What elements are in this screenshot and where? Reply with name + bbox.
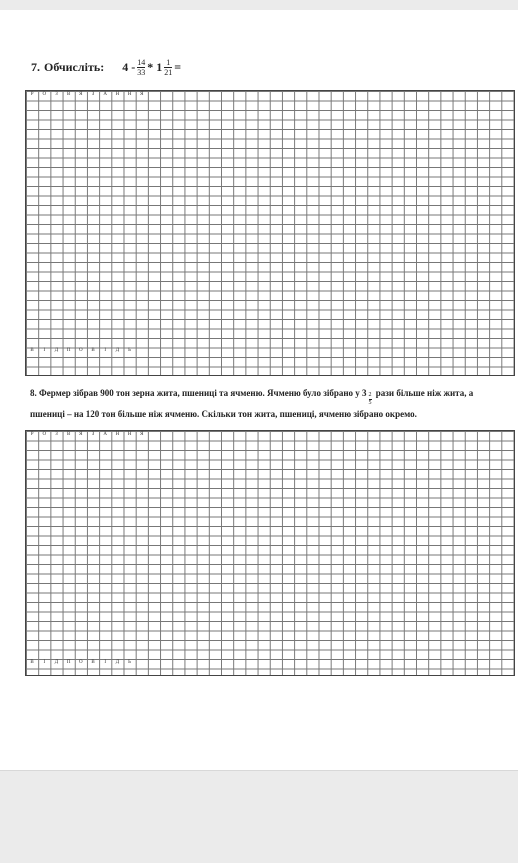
expr-equals: =: [174, 60, 182, 74]
grid1-header-labels: [26, 92, 148, 97]
grid-footer-letter: І: [104, 348, 107, 353]
task7-number: 7.: [31, 60, 40, 74]
fraction-1-numerator: 14: [137, 58, 146, 67]
grid-header-letter: Я: [140, 432, 144, 437]
grid-header-letter: З: [91, 92, 95, 97]
fraction-2-denominator: 21: [164, 68, 173, 77]
grid-header-letter: З: [55, 432, 58, 437]
grid-footer-letter: І: [43, 660, 46, 665]
grid-footer-letter: П: [66, 348, 71, 353]
mixed-fraction-denominator: 5: [368, 400, 372, 406]
grid-footer-letter: Д: [115, 348, 120, 353]
grid-footer-letter: Д: [54, 660, 59, 665]
task8-answer-grid: [25, 430, 515, 676]
grid-footer-letter: Д: [54, 348, 59, 353]
task8-mixed-fraction: [369, 392, 372, 407]
grid-header-letter: Н: [115, 432, 120, 437]
grid-header-letter: В: [66, 92, 71, 97]
task7-heading: [31, 58, 181, 77]
grid-header-letter: А: [103, 432, 108, 437]
grid-header-letter: Р: [30, 92, 34, 97]
task8-text-part1: 8. Фермер зібрав 900 тон зерна жита, пшениці та ячменю. Ячменю було зібрано у 3: [30, 388, 367, 398]
grid-header-letter: Я: [79, 432, 83, 437]
grid-footer-letter: П: [66, 660, 71, 665]
grid2-header-labels: [26, 432, 148, 437]
grid-footer-letter: Ь: [128, 348, 132, 353]
grid-footer-letter: І: [104, 660, 107, 665]
grid-header-letter: Н: [127, 432, 132, 437]
grid-header-letter: Я: [140, 92, 144, 97]
fraction-1: [137, 58, 145, 77]
grid-footer-letter: І: [43, 348, 46, 353]
grid-footer-letter: О: [79, 348, 83, 353]
grid-header-letter: О: [42, 432, 47, 437]
grid-header-letter: О: [42, 92, 47, 97]
fraction-1-denominator: 33: [137, 68, 146, 77]
task7-answer-grid: [25, 90, 515, 376]
worksheet-page: [0, 10, 518, 771]
fraction-2: [164, 58, 172, 77]
grid-footer-letter: В: [30, 660, 34, 665]
grid-header-letter: Н: [115, 92, 120, 97]
expr-operator: * 1: [147, 60, 163, 74]
grid-footer-letter: В: [30, 348, 34, 353]
grid-header-letter: Р: [30, 432, 34, 437]
expr-term-a: 4 -: [122, 60, 136, 74]
grid1-footer-labels: [26, 348, 136, 353]
grid-footer-letter: В: [91, 660, 95, 665]
task8-statement: [30, 386, 490, 422]
grid-footer-letter: В: [91, 348, 95, 353]
task8-text-part2: рази більше ніж жита, а пшениці – на 120 тон більше ніж ячменю. Скільки тон жита, пшениці, ячменю зібрано окремо.: [30, 388, 474, 419]
mixed-fraction-numerator: 2: [368, 392, 372, 398]
grid-footer-letter: О: [79, 660, 83, 665]
grid-header-letter: Я: [79, 92, 83, 97]
fraction-2-numerator: 1: [166, 58, 171, 67]
grid-header-letter: З: [55, 92, 58, 97]
task7-title: Обчисліть:: [44, 60, 105, 74]
grid-header-letter: Н: [127, 92, 132, 97]
grid-header-letter: З: [91, 432, 95, 437]
grid-footer-letter: Ь: [128, 660, 132, 665]
task7-expression: [122, 58, 181, 77]
grid2-footer-labels: [26, 660, 136, 665]
grid-footer-letter: Д: [115, 660, 120, 665]
grid-header-letter: В: [66, 432, 71, 437]
grid-header-letter: А: [103, 92, 108, 97]
